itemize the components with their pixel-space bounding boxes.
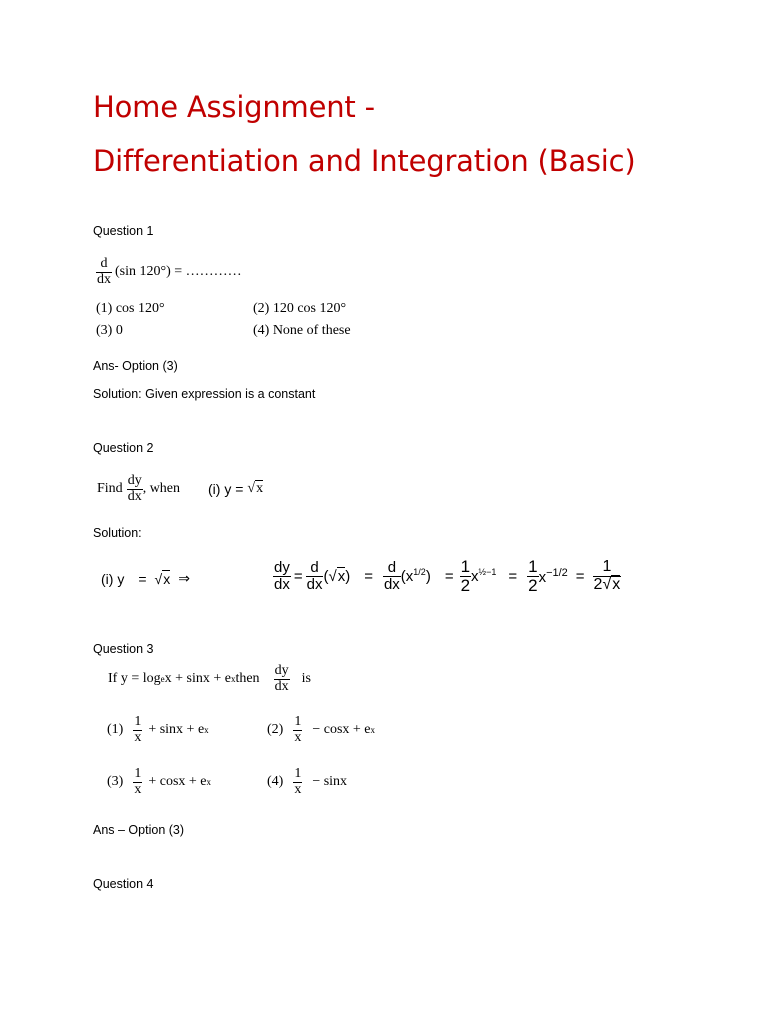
q2-chain-sqrtx: (√x) bbox=[323, 567, 351, 585]
q3-o2-sup: x bbox=[370, 725, 375, 736]
q2-dx: dx bbox=[127, 488, 142, 504]
q2-chain-exp1: ½−1 bbox=[478, 567, 497, 578]
q3-o4-den: x bbox=[294, 781, 302, 797]
q3-o1-sup: x bbox=[204, 725, 209, 736]
q2-when: , when bbox=[142, 481, 181, 497]
q2-dydx bbox=[127, 474, 143, 504]
q3-stmt-x: x bbox=[230, 674, 236, 685]
q2-chain-xhalf-base: (x bbox=[400, 568, 414, 586]
q3-option-3 bbox=[107, 767, 211, 797]
q2-sol-lhs bbox=[101, 570, 190, 587]
q3-statement bbox=[108, 664, 311, 694]
q2-sol-eq: = bbox=[138, 570, 147, 587]
q3-o2-den: x bbox=[294, 729, 302, 745]
q2-chain-result bbox=[593, 559, 622, 594]
q2-chain-d1: d bbox=[310, 559, 319, 577]
q2-chain-one1: 1 bbox=[460, 557, 471, 576]
q2-chain-result-x: x bbox=[612, 575, 621, 593]
q3-stmt-b: x + sinx + e bbox=[164, 671, 231, 687]
q1-d: d bbox=[100, 256, 108, 271]
q2-chain-dx2: dx bbox=[383, 575, 400, 593]
q2-sol-arrow: ⇒ bbox=[178, 570, 190, 586]
q2-chain-d2: d bbox=[387, 559, 397, 577]
q1-dx: dx bbox=[97, 271, 111, 287]
q2-sol-sqrt: √x bbox=[154, 570, 171, 587]
q2-chain-half-1 bbox=[460, 558, 471, 595]
q3-o2-num: 1 bbox=[294, 714, 302, 729]
q2-chain-one2: 1 bbox=[528, 557, 538, 576]
q2-chain-eq2: = bbox=[364, 567, 373, 585]
q1-option-3: (3) 0 bbox=[96, 323, 123, 338]
title-line-1: Home Assignment - bbox=[93, 90, 375, 124]
q2-chain-result-num: 1 bbox=[602, 558, 612, 576]
q2-dy: dy bbox=[127, 473, 142, 488]
q3-o1-number: (1) bbox=[107, 722, 124, 738]
q3-o3-number: (3) bbox=[107, 774, 124, 790]
q3-o4-num: 1 bbox=[294, 766, 302, 781]
q2-sqrt-x: x bbox=[256, 481, 264, 497]
q2-chain-xpow2-base: x bbox=[538, 568, 547, 586]
q3-o1-num: 1 bbox=[134, 714, 142, 729]
q2-chain-half-exp: 1/2 bbox=[413, 567, 426, 578]
q2-chain-dx1: dx bbox=[306, 575, 323, 593]
q1-option-4: (4) None of these bbox=[253, 323, 351, 338]
q2-solution-label: Solution: bbox=[93, 526, 142, 540]
q3-o3-den: x bbox=[134, 781, 142, 797]
q3-o1-frac bbox=[133, 715, 142, 745]
question-3-label: Question 3 bbox=[93, 642, 154, 656]
q2-chain-result-den: 2√x bbox=[593, 575, 621, 593]
q2-sol-chain bbox=[273, 558, 621, 595]
q3-stmt-then: then bbox=[235, 671, 260, 687]
q2-statement bbox=[97, 474, 263, 504]
q3-o1-den: x bbox=[134, 729, 142, 745]
q2-chain-eq5: = bbox=[575, 567, 585, 585]
q3-o3-rest: + cosx + e bbox=[148, 774, 207, 790]
q3-stmt-sub: e bbox=[160, 674, 165, 685]
q1-option-1: (1) cos 120° bbox=[96, 301, 165, 316]
q3-dydx bbox=[274, 664, 290, 694]
q2-sol-y: (i) y bbox=[101, 570, 125, 587]
q1-option-2: (2) 120 cos 120° bbox=[253, 301, 347, 316]
q2-part: (i) y = bbox=[208, 481, 244, 498]
q2-chain-xpow1 bbox=[471, 567, 496, 585]
q2-chain-xpow2 bbox=[539, 567, 568, 586]
q2-chain-ddx-2 bbox=[383, 560, 401, 593]
q3-o4-frac bbox=[293, 767, 302, 797]
q3-answer: Ans – Option (3) bbox=[93, 823, 185, 837]
q2-chain-exp2: −1/2 bbox=[546, 566, 568, 579]
q2-chain-xhalf bbox=[401, 567, 431, 585]
q3-o3-num: 1 bbox=[134, 766, 142, 781]
q2-chain-exp1-minus: −1 bbox=[486, 567, 497, 578]
title-line-2: Differentiation and Integration (Basic) bbox=[93, 144, 636, 178]
q1-body: (sin 120°) = ………… bbox=[115, 264, 242, 280]
q3-o2-rest: − cosx + e bbox=[312, 722, 371, 738]
q3-option-1 bbox=[107, 715, 209, 745]
q3-o1-rest: + sinx + e bbox=[148, 722, 205, 738]
q2-chain-dx: dx bbox=[274, 575, 290, 593]
q2-sol-sqrt-x: x bbox=[163, 570, 171, 587]
q2-sqrt: √x bbox=[247, 481, 264, 497]
q2-chain-eq4: = bbox=[508, 567, 518, 585]
q3-option-4 bbox=[267, 767, 347, 797]
q3-o4-rest: − sinx bbox=[312, 774, 348, 790]
q3-option-2 bbox=[267, 715, 375, 745]
q2-chain-two2: 2 bbox=[528, 575, 538, 595]
q3-o2-number: (2) bbox=[267, 722, 284, 738]
q2-chain-two1: 2 bbox=[460, 575, 471, 595]
q3-dx: dx bbox=[274, 678, 289, 694]
q1-derivative-operator bbox=[96, 257, 112, 287]
q1-answer: Ans- Option (3) bbox=[93, 359, 178, 373]
q2-chain-close: ) bbox=[425, 568, 431, 586]
q2-chain-sqrtx-x: x bbox=[337, 567, 346, 585]
q3-stmt-is: is bbox=[301, 671, 311, 687]
q3-dy: dy bbox=[274, 663, 289, 678]
q2-chain-result-two: 2 bbox=[593, 575, 603, 593]
q3-o3-frac bbox=[133, 767, 142, 797]
q1-expression bbox=[96, 257, 242, 287]
q3-o2-frac bbox=[293, 715, 302, 745]
q2-chain-dy: dy bbox=[274, 559, 290, 577]
q2-find: Find bbox=[97, 481, 123, 497]
q2-chain-eq1: = bbox=[293, 567, 303, 585]
question-4-label: Question 4 bbox=[93, 877, 154, 891]
q1-solution: Solution: Given expression is a constant bbox=[93, 387, 316, 401]
q3-o4-number: (4) bbox=[267, 774, 284, 790]
q2-chain-half-2 bbox=[527, 558, 538, 595]
q2-chain-eq3: = bbox=[444, 567, 454, 585]
question-1-label: Question 1 bbox=[93, 224, 154, 238]
question-2-label: Question 2 bbox=[93, 441, 154, 455]
q2-chain-ddx-1 bbox=[306, 560, 324, 593]
q2-chain-xpow1-base: x bbox=[471, 568, 479, 586]
q3-o3-sup: x bbox=[206, 777, 211, 788]
q2-chain-dydx bbox=[273, 560, 291, 593]
q3-stmt-a: If y = log bbox=[108, 671, 161, 687]
